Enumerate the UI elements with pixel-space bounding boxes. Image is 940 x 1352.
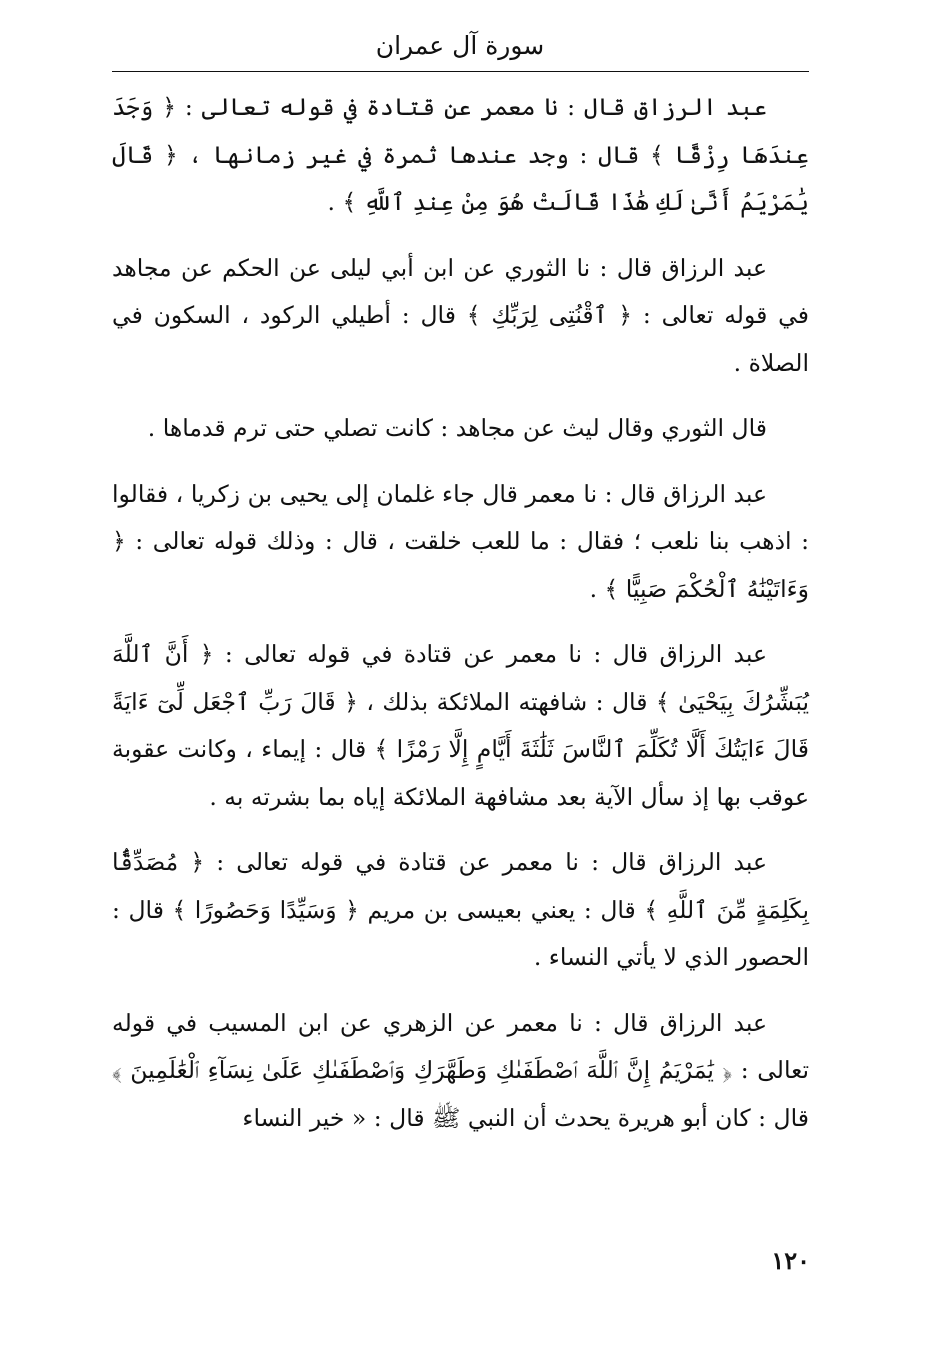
- body-text: [112, 84, 809, 1160]
- page-number: ١٢٠: [771, 1246, 810, 1275]
- paragraph: عبد الرزاق قال : نا معمر عن الزهري عن ابن المسيب في قوله تعالى : ﴿ يَٰمَرْيَمُ إِنَّ ٱللَّهَ ٱصْطَفَىٰكِ وَطَهَّرَكِ وَٱصْطَفَىٰكِ عَلَىٰ نِسَآءِ ٱلْعَٰلَمِينَ ﴾ قال : كان أبو هريرة يحدث أن النبي ﷺ قال : « خير النساء: [112, 1008, 809, 1132]
- running-header-title: سورة آل عمران: [375, 31, 545, 60]
- paragraph: عبد الرزاق قال : نا معمر عن قتادة في قوله تعالى : ﴿ أَنَّ ٱللَّهَ يُبَشِّرُكَ بِيَحْيَىٰ ﴾ قال : شافهته الملائكة بذلك ، ﴿ قَالَ رَبِّ ٱجْعَل لِّىٓ ءَايَةً قَالَ ءَايَتُكَ أَلَّا تُكَلِّمَ ٱلنَّاسَ ثَلَٰثَةَ أَيَّامٍ إِلَّا رَمْزًا ﴾ قال : إيماء ، وكانت عقوبة عوقب بها إذ سأل الآية بعد مشافهة الملائكة إياه بما بشرته به .: [112, 640, 809, 811]
- paragraph: قال الثوري وقال ليث عن مجاهد : كانت تصلي حتى ترم قدماها .: [147, 414, 767, 442]
- paragraph: عبد الرزاق قال : نا معمر قال جاء غلمان إلى يحيى بن زكريا ، فقالوا : اذهب بنا نلعب ؛ فقال : ما للعب خلقت ، قال : وذلك قوله تعالى : ﴿ وَءَاتَيْنَٰهُ ٱلْحُكْمَ صَبِيًّا ﴾ .: [112, 479, 809, 603]
- paragraph: عبد الرزاق قال : نا الثوري عن ابن أبي ليلى عن الحكم عن مجاهد في قوله تعالى : ﴿ ٱقْنُتِى لِرَبِّكِ ﴾ قال : أطيلي الركود ، السكون في الصلاة .: [112, 253, 809, 377]
- header-rule: [112, 71, 809, 72]
- paragraph: عبد الرزاق قال : نا معمر عن قتادة في قوله تعالى : ﴿ وَجَدَ عِندَهَا رِزْقًا ﴾ قال : وجد عندها ثمرة في غير زمانها ، ﴿ قَالَ يَٰمَرْيَمُ أَنَّىٰ لَكِ هَٰذَا قَالَتْ هُوَ مِنْ عِندِ ٱللَّهِ ﴾ .: [112, 93, 809, 216]
- paragraph: عبد الرزاق قال : نا معمر عن قتادة في قوله تعالى : ﴿ مُصَدِّقًۢا بِكَلِمَةٍ مِّنَ ٱللَّهِ ﴾ قال : يعني بعيسى بن مريم ﴿ وَسَيِّدًا وَحَصُورًا ﴾ قال : الحصور الذي لا يأتي النساء .: [112, 848, 809, 971]
